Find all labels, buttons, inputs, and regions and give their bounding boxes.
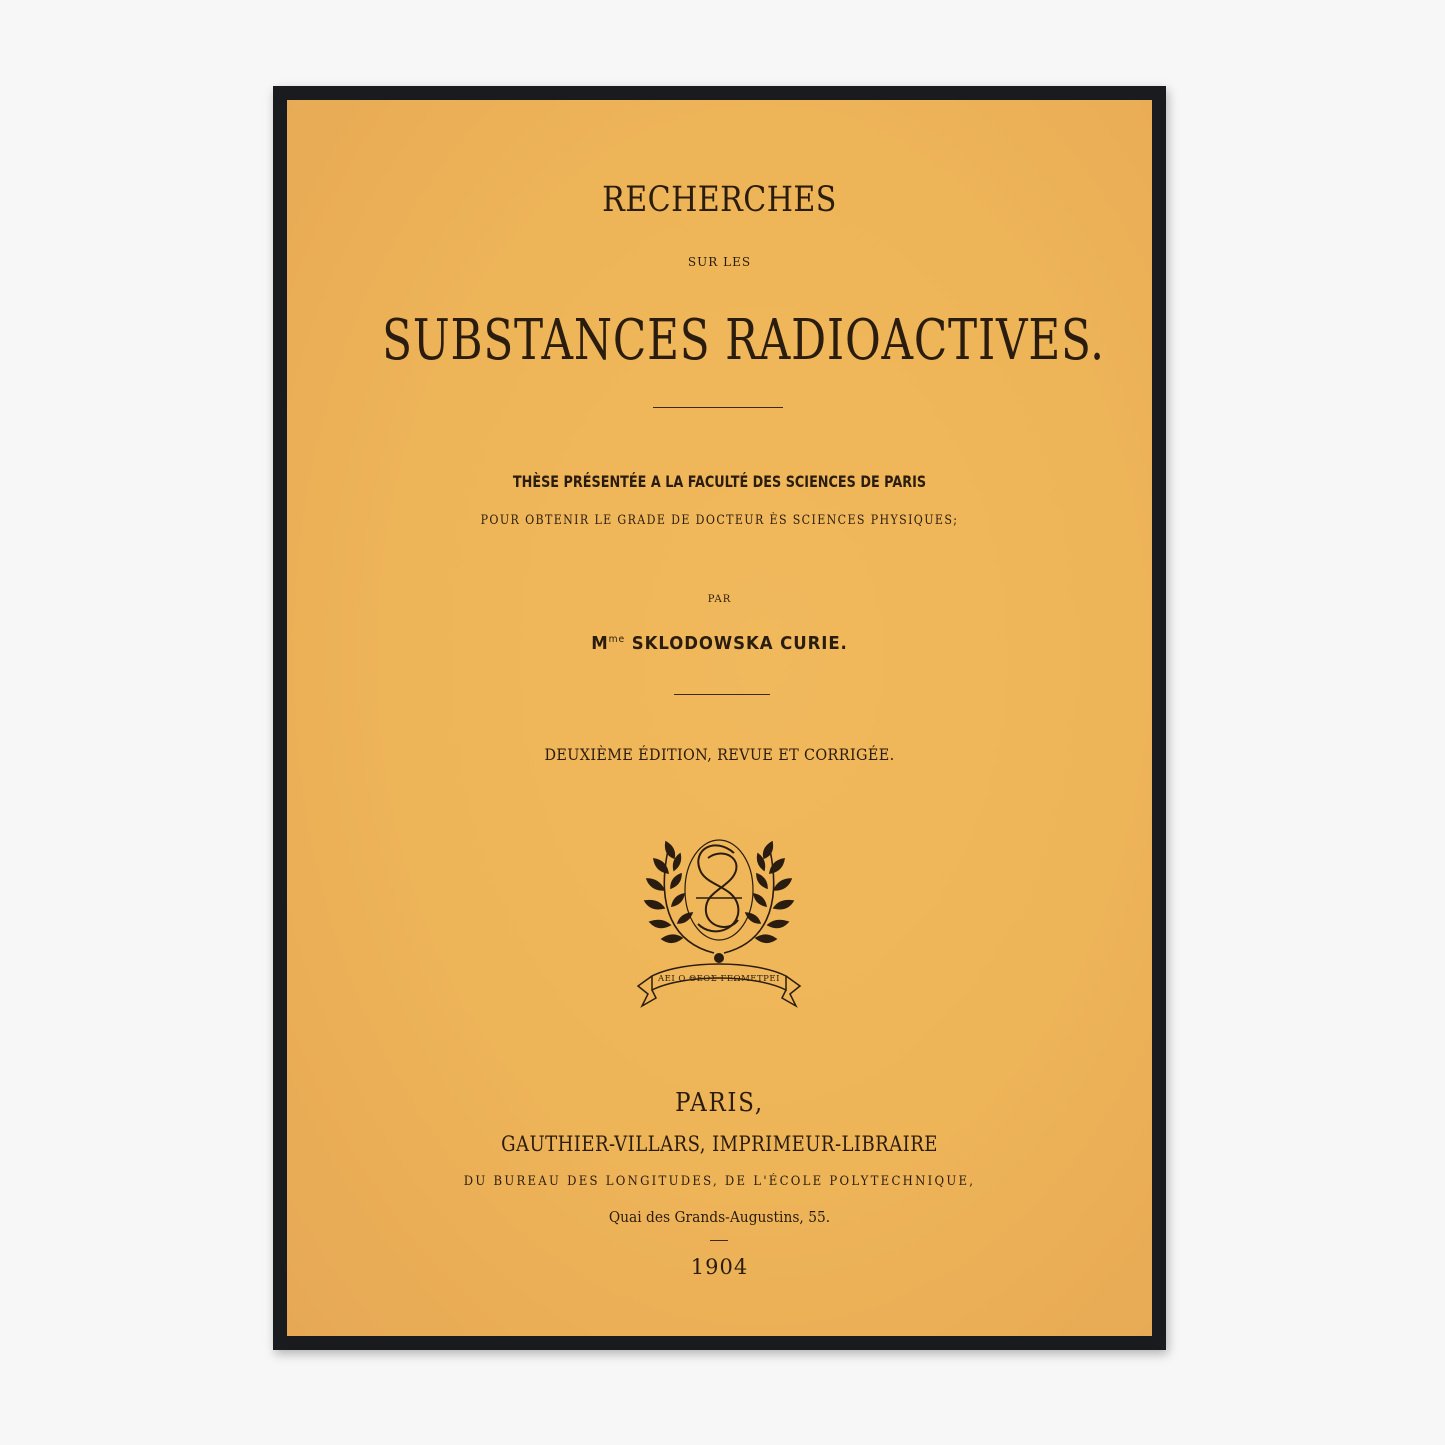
author-name: [322, 633, 1118, 654]
publication-year: 1904: [690, 1255, 749, 1279]
emblem-motto-text: ΑΕΙ Ο ΘΕΟΣ ΓΕΩΜΕΤΡΕΙ: [658, 974, 780, 984]
title-page: [287, 100, 1152, 1336]
thesis-line-2: POUR OBTENIR LE GRADE DE DOCTEUR ÈS SCIENCES PHYSIQUES;: [480, 513, 959, 528]
monogram-icon: [685, 840, 753, 940]
publisher-affiliation: DU BUREAU DES LONGITUDES, DE L'ÉCOLE POLYTECHNIQUE,: [463, 1174, 976, 1189]
divider-rule-1: [653, 407, 783, 408]
motto-ribbon-icon: [638, 964, 800, 1006]
title-line-1: RECHERCHES: [602, 180, 837, 220]
by-label: PAR: [707, 594, 732, 605]
divider-rule-2: [674, 694, 770, 695]
publisher-emblem-icon: [634, 828, 804, 1013]
publisher-address: Quai des Grands-Augustins, 55.: [608, 1208, 831, 1226]
author-prefix: M: [591, 633, 609, 654]
publisher-name: GAUTHIER-VILLARS, IMPRIMEUR-LIBRAIRE: [501, 1132, 938, 1156]
author-prefix-sup: me: [608, 634, 626, 645]
ribbon-knot-icon: [714, 953, 724, 963]
edition-statement: DEUXIÈME ÉDITION, REVUE ET CORRIGÉE.: [544, 745, 895, 764]
title-connector: SUR LES: [687, 255, 752, 269]
author-surname: SKLODOWSKA CURIE.: [631, 633, 848, 654]
publication-city: PARIS,: [675, 1088, 764, 1118]
year-dash: [710, 1240, 728, 1241]
title-line-2: SUBSTANCES RADIOACTIVES.: [382, 308, 1105, 373]
thesis-line-1: THÈSE PRÉSENTÉE A LA FACULTÉ DES SCIENCES DE PARIS: [512, 472, 927, 491]
